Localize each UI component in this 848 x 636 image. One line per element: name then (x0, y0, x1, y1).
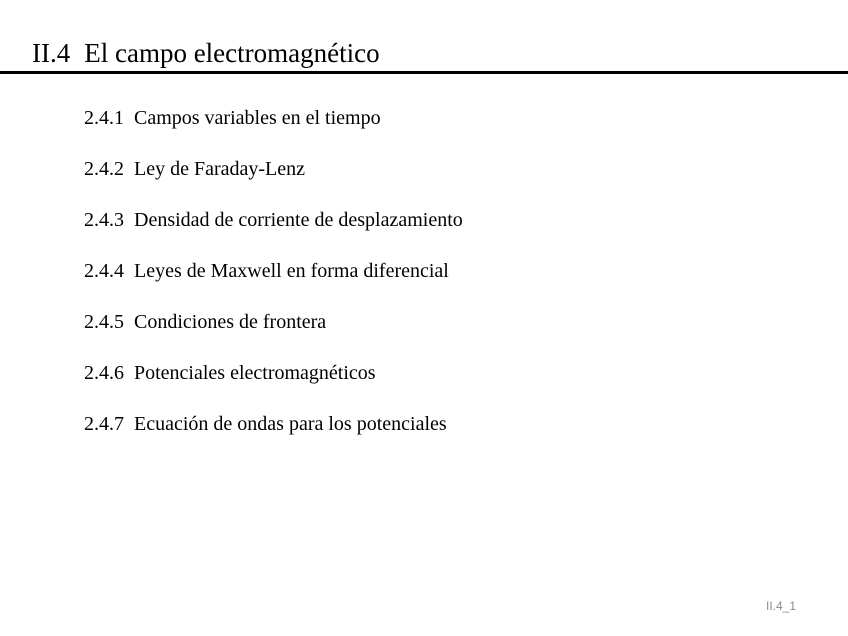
toc-item-number: 2.4.3 (84, 209, 124, 231)
toc-item-2-4-6 (84, 359, 463, 387)
toc-item-2-4-2 (84, 155, 463, 183)
toc-item-number: 2.4.5 (84, 311, 124, 333)
toc-item-number: 2.4.1 (84, 107, 124, 129)
toc-item-label: Leyes de Maxwell en forma diferencial (134, 260, 449, 282)
toc-item-number: 2.4.4 (84, 260, 124, 282)
slide-page-number: II.4_1 (766, 599, 797, 613)
title-divider (0, 71, 848, 74)
toc-item-label: Condiciones de frontera (134, 311, 327, 333)
toc-item-2-4-3 (84, 206, 463, 234)
toc-item-number: 2.4.6 (84, 362, 124, 384)
toc-item-label: Campos variables en el tiempo (134, 107, 381, 129)
section-number: II.4 (32, 38, 71, 68)
toc-item-label: Ley de Faraday-Lenz (134, 158, 306, 180)
toc-item-label: Densidad de corriente de desplazamiento (134, 209, 463, 231)
toc-item-number: 2.4.2 (84, 158, 124, 180)
toc-item-number: 2.4.7 (84, 413, 124, 435)
toc-item-label: Potenciales electromagnéticos (134, 362, 376, 384)
table-of-contents (84, 104, 463, 461)
toc-item-2-4-7 (84, 410, 463, 438)
toc-item-2-4-4 (84, 257, 463, 285)
section-title: El campo electromagnético (84, 38, 380, 68)
toc-item-2-4-1 (84, 104, 463, 132)
slide-title (32, 36, 380, 70)
toc-item-label: Ecuación de ondas para los potenciales (134, 413, 447, 435)
toc-item-2-4-5 (84, 308, 463, 336)
